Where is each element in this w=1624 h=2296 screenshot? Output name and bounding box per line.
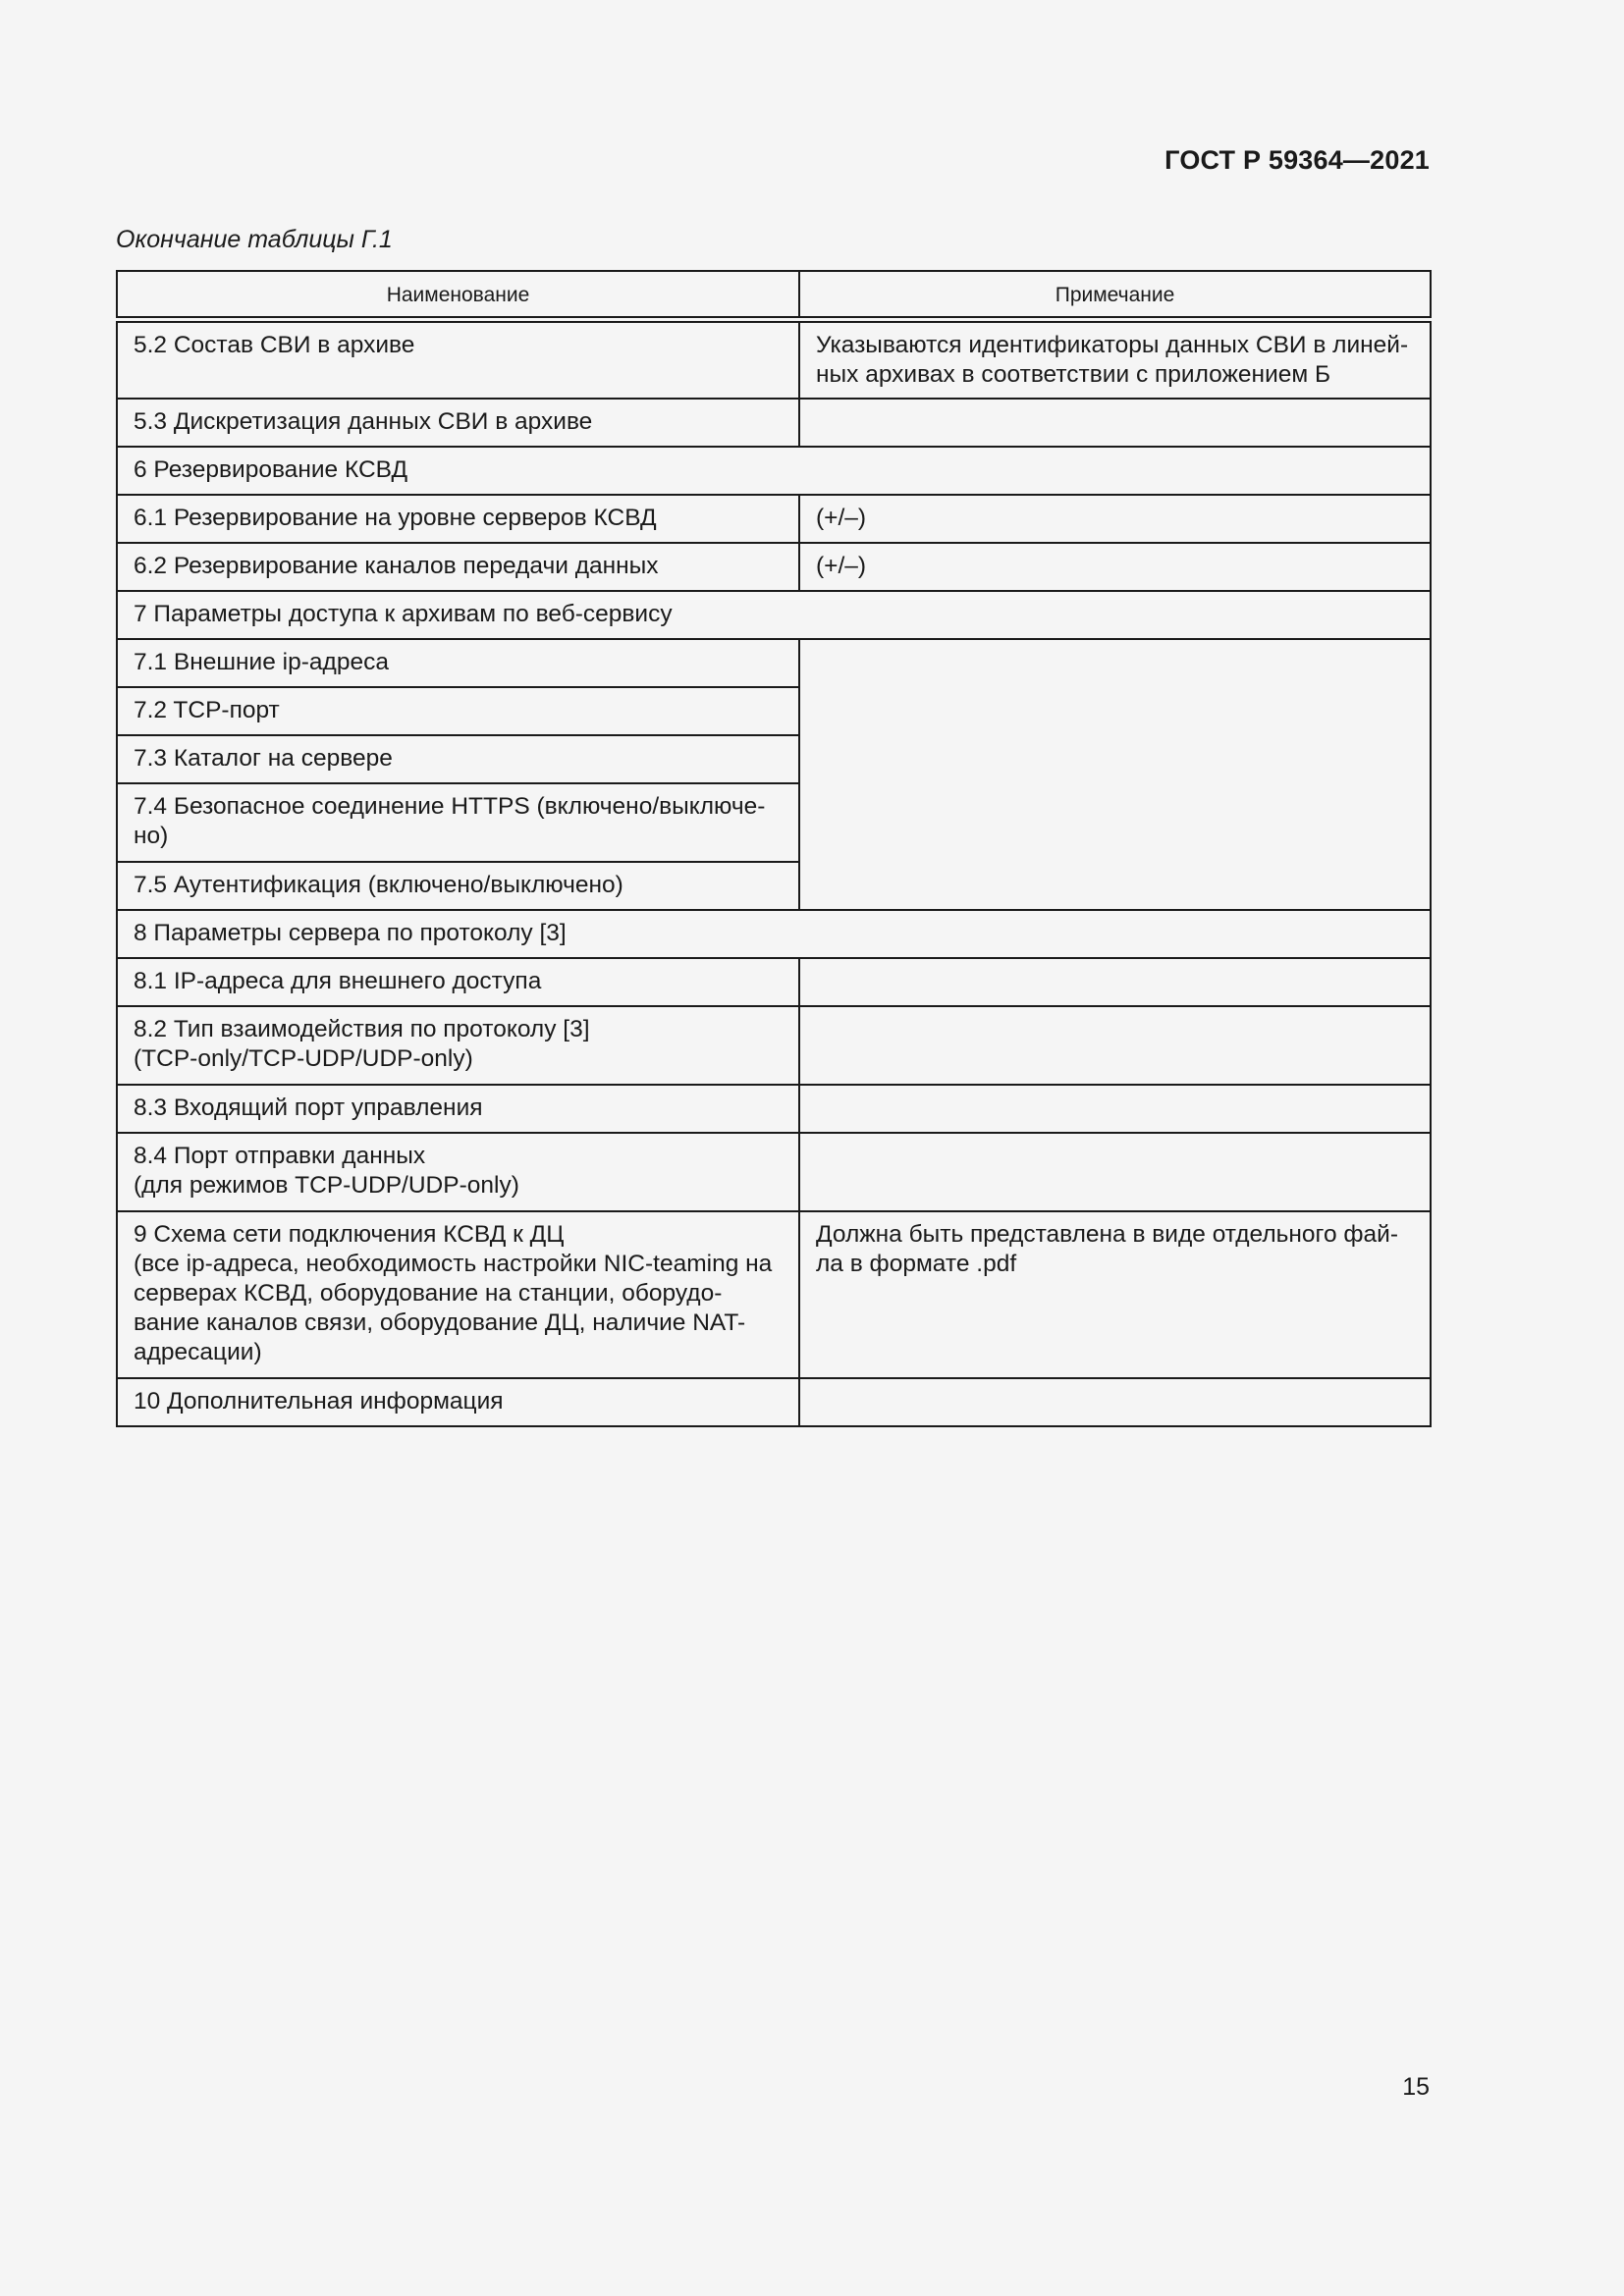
row-name-cell: 5.2 Состав СВИ в архиве [117, 320, 799, 400]
row-note-cell [799, 1133, 1431, 1211]
requirements-table [116, 270, 1432, 1427]
row-name-cell [117, 1006, 799, 1085]
table-header-row [117, 271, 1431, 320]
row-name-cell: 7.5 Аутентификация (включено/выключено) [117, 862, 799, 910]
row-name-cell: 6.1 Резервирование на уровне серверов КСВД [117, 495, 799, 543]
row-note-cell [799, 1378, 1431, 1426]
page-number: 15 [1402, 2073, 1430, 2101]
section-heading: 6 Резервирование КСВД [117, 447, 1431, 495]
row-name-cell: 6.2 Резервирование каналов передачи данных [117, 543, 799, 591]
note-line: ных архивах в соответствии с приложением Б [816, 361, 1331, 388]
row-name-cell: 7.1 Внешние ip-адреса [117, 639, 799, 687]
column-header-note: Примечание [799, 271, 1431, 320]
section-row [117, 447, 1431, 495]
table-row [117, 1378, 1431, 1426]
section-heading: 8 Параметры сервера по протоколу [3] [117, 910, 1431, 958]
name-line: (все ip-адреса, необходимость настройки NIC-teaming на серверах КСВД, оборудование на станции, оборудо-вание каналов связи, оборудование ДЦ, наличие NAT-адресации) [134, 1251, 773, 1365]
note-line: ла в формате .pdf [816, 1251, 1017, 1277]
table-row [117, 399, 1431, 447]
row-note-cell [799, 1085, 1431, 1133]
table-row [117, 543, 1431, 591]
section-row [117, 591, 1431, 639]
row-name-cell [117, 1211, 799, 1378]
row-name-cell [117, 1133, 799, 1211]
table-row [117, 958, 1431, 1006]
row-note-cell [799, 1006, 1431, 1085]
row-name-cell: 7.4 Безопасное соединение HTTPS (включено/выключе-но) [117, 783, 799, 862]
table-row [117, 320, 1431, 400]
table-row [117, 639, 1431, 687]
row-note-cell [799, 958, 1431, 1006]
name-line: 8.2 Тип взаимодействия по протоколу [3] [134, 1016, 590, 1042]
row-name-cell: 8.1 IP-адреса для внешнего доступа [117, 958, 799, 1006]
section-row [117, 910, 1431, 958]
name-line: (для режимов TCP-UDP/UDP-only) [134, 1172, 519, 1199]
table-row [117, 1006, 1431, 1085]
row-note-cell [799, 399, 1431, 447]
note-line: Указываются идентификаторы данных СВИ в линей- [816, 332, 1409, 358]
section-heading: 7 Параметры доступа к архивам по веб-сервису [117, 591, 1431, 639]
row-note-cell [799, 639, 1431, 910]
row-note-cell [799, 1211, 1431, 1378]
row-name-cell: 5.3 Дискретизация данных СВИ в архиве [117, 399, 799, 447]
row-name-cell: 7.2 TCP-порт [117, 687, 799, 735]
table-row [117, 1211, 1431, 1378]
table-row [117, 1085, 1431, 1133]
column-header-name: Наименование [117, 271, 799, 320]
table-row [117, 495, 1431, 543]
table-caption: Окончание таблицы Г.1 [116, 226, 393, 253]
row-name-cell: 10 Дополнительная информация [117, 1378, 799, 1426]
name-line: 9 Схема сети подключения КСВД к ДЦ [134, 1221, 565, 1248]
row-note-cell: (+/–) [799, 543, 1431, 591]
name-line: 8.4 Порт отправки данных [134, 1143, 426, 1169]
note-line: Должна быть представлена в виде отдельного фай- [816, 1221, 1399, 1248]
row-name-cell: 7.3 Каталог на сервере [117, 735, 799, 783]
document-code: ГОСТ Р 59364—2021 [1164, 145, 1430, 175]
row-note-cell: (+/–) [799, 495, 1431, 543]
table-row [117, 1133, 1431, 1211]
row-name-cell: 8.3 Входящий порт управления [117, 1085, 799, 1133]
name-line: (TCP-only/TCP-UDP/UDP-only) [134, 1045, 473, 1072]
row-note-cell [799, 320, 1431, 400]
